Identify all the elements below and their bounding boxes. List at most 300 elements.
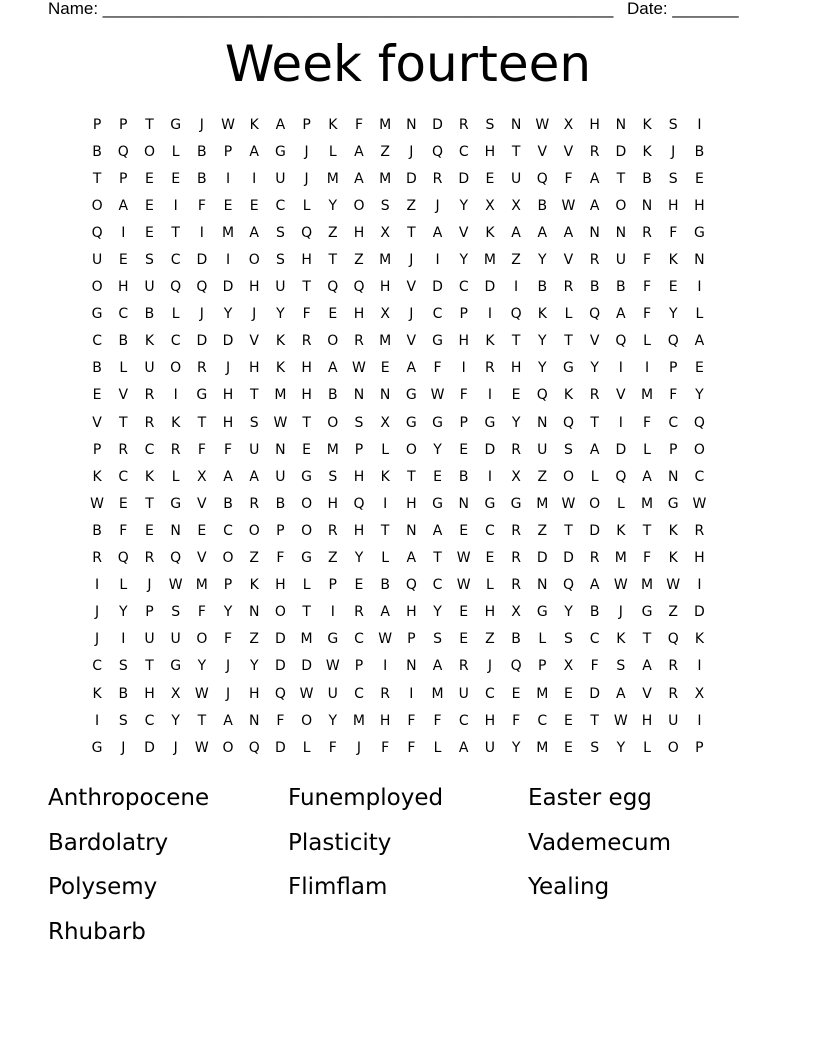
grid-letter: Q [117,143,129,160]
grid-letter: Q [562,577,574,594]
grid-letter: G [327,631,339,648]
grid-letter: H [589,116,600,133]
grid-letter: J [225,360,231,377]
grid-letter: M [640,577,654,594]
grid-letter: H [484,604,496,621]
grid-letter: Q [536,387,548,404]
grid-letter: K [92,685,102,702]
grid-letter: K [694,631,704,648]
grid-letter: M [195,577,208,594]
grid-letter: T [433,550,442,567]
grid-letter: F [276,550,285,567]
grid-letter: U [144,279,155,296]
grid-letter: T [642,631,652,648]
grid-letter: A [642,468,652,485]
grid-letter: A [249,224,259,241]
grid-letter: Q [432,143,444,160]
grid-letter: D [694,604,705,621]
grid-letter: Z [668,604,679,621]
grid-letter: F [276,712,285,729]
grid-letter: Q [274,685,286,702]
grid-letter: F [643,414,652,431]
grid-letter: G [563,360,574,377]
grid-letter: R [511,441,521,458]
grid-letter: S [354,414,364,431]
grid-letter: S [564,631,573,648]
grid-letter: R [485,360,495,377]
grid-letter: R [458,658,469,675]
grid-letter: O [301,495,313,512]
grid-letter: N [406,658,417,675]
grid-letter: G [405,387,417,404]
grid-letter: B [380,577,390,594]
grid-letter: Q [693,414,705,431]
grid-letter: R [354,333,364,350]
grid-letter: K [92,468,102,485]
grid-letter: J [252,306,257,323]
grid-letter: T [407,224,416,241]
grid-letter: P [668,360,678,377]
word-list-item: Bardolatry [48,829,169,856]
grid-letter: Q [117,550,129,567]
grid-letter: P [92,441,102,458]
grid-letter: Z [406,197,417,214]
grid-letter: R [196,360,207,377]
grid-letter: I [95,712,100,729]
grid-letter: F [407,712,416,729]
grid-letter: E [564,712,573,729]
grid-letter: M [221,224,235,241]
grid-letter: V [563,143,574,160]
grid-letter: R [380,685,391,702]
grid-letter: K [668,550,678,567]
grid-letter: H [275,577,286,594]
grid-letter: L [171,143,180,160]
grid-letter: C [144,712,155,729]
grid-letter: Y [538,252,547,269]
grid-letter: O [222,550,234,567]
grid-letter: U [327,685,338,702]
grid-letter: U [668,712,679,729]
grid-letter: C [92,658,102,675]
grid-letter: X [485,197,495,214]
word-list-item: Easter egg [528,785,652,812]
grid-letter: L [564,306,573,323]
grid-letter: I [697,658,702,675]
grid-letter: P [302,116,311,133]
grid-letter: U [458,685,469,702]
grid-letter: I [644,360,650,377]
grid-letter: B [642,170,652,187]
grid-letter: Z [537,522,548,539]
grid-letter: W [535,116,550,133]
grid-letter: R [354,604,364,621]
grid-letter: N [510,116,522,133]
grid-letter: I [514,279,519,296]
grid-letter: C [354,685,364,702]
grid-letter: B [92,143,102,160]
grid-letter: R [301,333,312,350]
grid-letter: K [485,224,495,241]
grid-letter: U [484,739,496,756]
grid-letter: T [302,414,311,431]
grid-letter: Q [667,333,679,350]
grid-letter: S [616,658,626,675]
grid-letter: Y [223,604,233,621]
grid-letter: E [459,631,469,648]
grid-letter: K [616,522,626,539]
grid-letter: Q [91,224,103,241]
grid-letter: I [383,658,388,675]
grid-letter: F [643,306,652,323]
grid-letter: H [379,279,391,296]
grid-letter: H [379,712,391,729]
grid-letter: V [249,333,259,350]
grid-letter: J [409,143,414,160]
grid-letter: H [484,143,496,160]
grid-letter: E [118,252,128,269]
grid-letter: R [511,522,521,539]
grid-letter: T [511,143,521,160]
grid-letter: H [301,387,312,404]
grid-letter: J [487,658,492,675]
grid-letter: L [643,333,651,350]
grid-letter: P [328,577,337,594]
grid-letter: I [173,197,178,214]
grid-letter: S [328,468,338,485]
grid-letter: K [275,360,285,377]
grid-letter: E [459,441,469,458]
grid-letter: S [118,712,128,729]
grid-letter: I [173,387,178,404]
grid-letter: D [563,550,574,567]
grid-letter: R [589,143,600,160]
grid-letter: E [145,224,154,241]
grid-letter: A [223,468,233,485]
grid-letter: E [564,739,573,756]
grid-letter: N [458,495,469,512]
grid-letter: Q [615,333,627,350]
grid-letter: U [144,631,155,648]
grid-letter: X [380,414,390,431]
grid-letter: H [406,604,417,621]
grid-letter: I [252,170,257,187]
grid-letter: Y [433,604,442,621]
grid-letter: Z [354,252,364,269]
grid-letter: C [458,712,469,729]
grid-letter: F [354,116,363,133]
grid-letter: N [537,577,548,594]
grid-letter: E [145,197,154,214]
grid-letter: J [618,604,623,621]
grid-letter: W [666,577,681,594]
grid-letter: W [299,685,314,702]
grid-letter: P [354,658,364,675]
grid-letter: Y [223,306,233,323]
grid-letter: L [302,197,311,214]
grid-letter: K [144,468,155,485]
grid-letter: A [589,197,600,214]
grid-letter: A [432,522,443,539]
grid-letter: Q [510,306,522,323]
grid-letter: K [616,631,626,648]
grid-letter: R [563,279,574,296]
grid-letter: G [196,387,208,404]
grid-letter: Z [327,224,338,241]
grid-letter: D [458,170,470,187]
grid-letter: X [563,658,574,675]
grid-letter: E [459,522,469,539]
grid-letter: C [537,712,548,729]
grid-letter: J [304,170,309,187]
grid-letter: O [615,197,627,214]
grid-letter: S [275,224,285,241]
grid-letter: L [171,306,180,323]
grid-letter: K [642,143,652,160]
grid-letter: C [432,577,443,594]
grid-letter: N [667,468,679,485]
grid-letter: M [431,685,444,702]
letter-grid [84,111,713,761]
grid-letter: P [459,306,468,323]
grid-letter: F [224,441,233,458]
grid-letter: R [589,387,600,404]
grid-letter: O [196,631,208,648]
grid-letter: J [147,577,152,594]
grid-letter: R [144,414,155,431]
grid-letter: F [197,604,206,621]
grid-letter: F [119,522,128,539]
grid-letter: I [487,468,492,485]
grid-letter: R [668,685,679,702]
grid-letter: H [484,712,496,729]
grid-letter: G [274,143,286,160]
grid-letter: R [642,224,652,241]
grid-letter: K [537,306,547,323]
grid-letter: I [435,252,440,269]
grid-letter: A [537,224,548,241]
word-list-item: Vademecum [528,829,671,856]
grid-letter: D [222,279,234,296]
grid-letter: S [275,252,285,269]
grid-letter: B [589,604,600,621]
grid-letter: Q [196,279,208,296]
grid-letter: A [616,306,626,323]
grid-letter: P [223,577,233,594]
grid-letter: F [564,170,573,187]
grid-letter: W [430,387,445,404]
grid-letter: S [145,252,154,269]
grid-letter: F [669,387,678,404]
grid-letter: Q [353,279,365,296]
grid-letter: F [433,360,442,377]
grid-letter: V [537,143,548,160]
grid-letter: G [484,495,496,512]
grid-letter: E [694,170,704,187]
grid-letter: W [692,495,707,512]
grid-letter: R [144,550,155,567]
grid-letter: R [589,550,600,567]
grid-letter: A [589,577,600,594]
grid-letter: O [562,468,574,485]
grid-letter: M [326,170,339,187]
grid-letter: D [589,685,601,702]
word-list-item: Polysemy [48,874,158,901]
grid-letter: F [643,279,652,296]
grid-letter: N [641,197,653,214]
grid-letter: W [456,550,471,567]
grid-letter: I [487,387,492,404]
grid-letter: E [197,522,207,539]
grid-letter: C [223,522,233,539]
grid-letter: T [145,116,154,133]
grid-letter: L [643,739,651,756]
grid-letter: F [459,387,468,404]
grid-letter: O [248,522,260,539]
grid-letter: A [249,143,259,160]
grid-letter: M [614,550,627,567]
grid-letter: H [353,522,365,539]
grid-letter: F [407,739,416,756]
grid-letter: N [275,441,286,458]
grid-letter: T [302,279,311,296]
grid-letter: W [194,685,209,702]
grid-letter: A [694,333,705,350]
grid-letter: P [223,143,233,160]
grid-letter: V [458,224,469,241]
grid-letter: A [589,170,600,187]
grid-letter: L [381,550,390,567]
grid-letter: I [225,252,231,269]
grid-letter: B [537,197,548,214]
grid-letter: X [197,468,207,485]
grid-letter: I [121,224,126,241]
grid-letter: J [95,631,100,648]
grid-letter: X [380,306,390,323]
grid-letter: R [511,577,521,594]
grid-letter: N [379,387,391,404]
grid-letter: T [328,252,338,269]
grid-letter: O [327,414,339,431]
grid-letter: I [697,279,702,296]
grid-letter: S [564,441,573,458]
grid-letter: M [379,252,392,269]
grid-letter: O [301,712,313,729]
grid-letter: Y [276,306,285,323]
grid-letter: Q [327,279,339,296]
grid-letter: N [406,522,417,539]
grid-letter: L [302,577,311,594]
grid-letter: I [618,360,623,377]
grid-letter: G [432,414,443,431]
grid-letter: O [170,360,182,377]
grid-letter: L [381,441,390,458]
grid-letter: D [615,143,627,160]
grid-letter: Y [328,197,338,214]
grid-letter: B [589,279,600,296]
grid-letter: Y [328,712,338,729]
grid-letter: L [119,360,128,377]
grid-letter: Y [538,333,547,350]
grid-letter: G [432,495,443,512]
grid-letter: A [406,360,417,377]
grid-letter: H [406,495,417,512]
grid-letter: I [95,577,100,594]
grid-letter: I [121,631,126,648]
grid-letter: R [432,170,443,187]
grid-letter: O [693,441,705,458]
word-list-item: Rhubarb [48,918,146,945]
grid-letter: F [224,631,233,648]
grid-letter: Z [380,143,390,160]
grid-letter: W [561,197,576,214]
grid-letter: T [197,712,207,729]
grid-letter: J [199,306,204,323]
grid-letter: I [697,712,702,729]
grid-letter: D [144,739,155,756]
grid-letter: W [613,712,628,729]
grid-letter: V [197,495,207,512]
grid-letter: T [302,604,311,621]
grid-letter: C [275,197,286,214]
grid-letter: Z [511,252,521,269]
grid-letter: P [145,604,154,621]
grid-letter: D [196,333,208,350]
header-line [48,0,768,20]
grid-letter: H [694,197,705,214]
grid-letter: A [327,360,338,377]
grid-letter: E [668,279,678,296]
grid-letter: L [433,739,442,756]
grid-letter: A [354,143,364,160]
grid-letter: L [171,468,180,485]
grid-letter: Z [485,631,495,648]
grid-letter: P [695,739,704,756]
grid-letter: J [121,739,126,756]
grid-letter: X [694,685,705,702]
grid-letter: V [406,279,417,296]
grid-letter: Y [354,550,364,567]
grid-letter: L [538,631,547,648]
grid-letter: A [589,441,600,458]
grid-letter: F [197,441,206,458]
grid-letter: O [222,739,234,756]
grid-letter: S [433,631,442,648]
grid-letter: B [616,279,626,296]
grid-letter: Q [248,739,260,756]
grid-letter: A [563,224,574,241]
grid-letter: S [485,116,495,133]
grid-letter: A [223,712,233,729]
grid-letter: G [432,333,443,350]
grid-letter: H [353,224,365,241]
grid-letter: M [536,739,549,756]
grid-letter: O [667,739,679,756]
grid-letter: G [170,658,182,675]
grid-letter: V [616,387,626,404]
grid-letter: R [694,522,705,539]
grid-letter: G [510,495,522,512]
grid-letter: C [170,252,181,269]
grid-letter: N [248,604,260,621]
grid-letter: T [145,658,154,675]
grid-letter: H [222,387,234,404]
grid-letter: D [222,333,234,350]
grid-letter: A [642,658,652,675]
grid-letter: G [170,495,182,512]
grid-letter: D [275,739,286,756]
grid-letter: Y [695,387,704,404]
